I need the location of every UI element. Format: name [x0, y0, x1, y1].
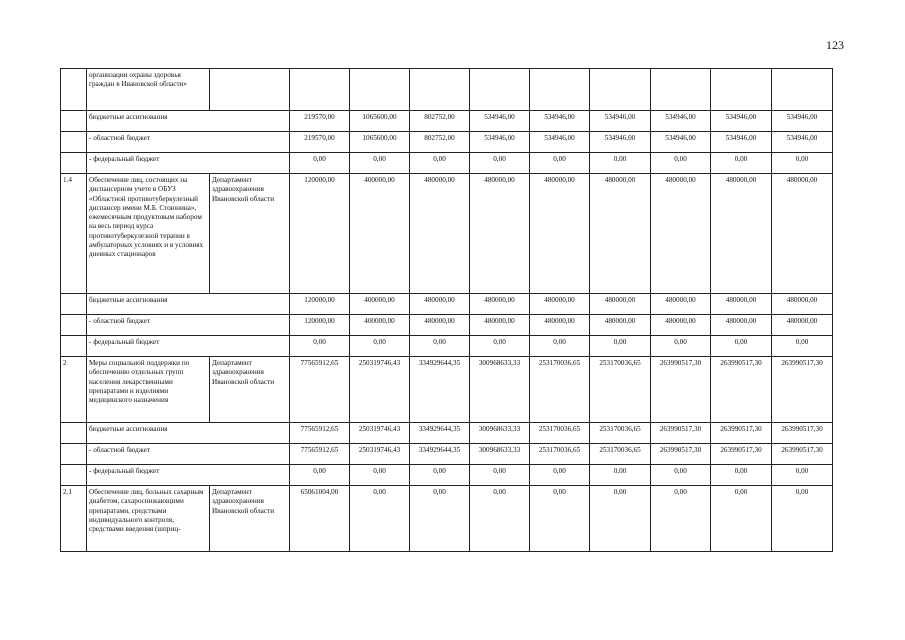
amount-cell: 0,00: [772, 336, 833, 357]
funding-source-label: - федеральный бюджет: [87, 465, 290, 486]
amount-cell: 263990517,30: [772, 423, 833, 444]
amount-cell: 300968633,33: [470, 423, 530, 444]
amount-cell: 534946,00: [651, 132, 711, 153]
row-number-cell: [61, 69, 87, 111]
row-number-cell: [61, 294, 87, 315]
amount-cell: 250319746,43: [350, 444, 410, 465]
row-number-cell: 2: [61, 357, 87, 423]
amount-cell: 480000,00: [470, 294, 530, 315]
amount-cell: 480000,00: [590, 294, 651, 315]
amount-cell: 1065600,00: [350, 132, 410, 153]
amount-cell: 0,00: [590, 465, 651, 486]
amount-cell: 0,00: [290, 153, 350, 174]
amount-cell: 480000,00: [772, 174, 833, 294]
amount-cell: 334929644,35: [410, 357, 470, 423]
table-row: [61, 357, 833, 423]
amount-cell: 253170036,65: [530, 357, 590, 423]
row-number-cell: [61, 111, 87, 132]
amount-cell: 250319746,43: [350, 423, 410, 444]
amount-cell: 0,00: [290, 336, 350, 357]
amount-cell: 250319746,43: [350, 357, 410, 423]
amount-cell: 0,00: [350, 465, 410, 486]
amount-cell: 334929644,35: [410, 423, 470, 444]
amount-cell: [590, 69, 651, 111]
row-number-cell: 2.1: [61, 486, 87, 552]
row-number-cell: 1.4: [61, 174, 87, 294]
measure-title-cell: Меры социальной поддержки по обеспечению отдельных групп населения лекарственными препаратами и изделиями медицинского назначения: [87, 357, 210, 423]
amount-cell: 0,00: [651, 486, 711, 552]
funding-source-label: бюджетные ассигнования: [87, 111, 290, 132]
measure-title-cell: Обеспечение лиц, больных сахарным диабетом, сахароснижающими препаратами, средствами индивидуального контроля, средствами введения (шприц-: [87, 486, 210, 552]
funding-source-label: - федеральный бюджет: [87, 153, 290, 174]
table-row: [61, 132, 833, 153]
amount-cell: 263990517,30: [711, 423, 772, 444]
amount-cell: 300968633,33: [470, 357, 530, 423]
funding-source-label: - федеральный бюджет: [87, 336, 290, 357]
funding-source-label: - областной бюджет: [87, 132, 290, 153]
amount-cell: [350, 69, 410, 111]
amount-cell: 0,00: [410, 153, 470, 174]
amount-cell: 0,00: [711, 153, 772, 174]
table-row: [61, 294, 833, 315]
amount-cell: 400000,00: [350, 174, 410, 294]
amount-cell: 0,00: [530, 465, 590, 486]
amount-cell: 480000,00: [590, 315, 651, 336]
responsible-department-cell: Департамент здравоохранения Ивановской области: [210, 357, 290, 423]
amount-cell: [410, 69, 470, 111]
amount-cell: 480000,00: [410, 174, 470, 294]
amount-cell: 480000,00: [711, 174, 772, 294]
amount-cell: 0,00: [350, 153, 410, 174]
responsible-department-cell: Департамент здравоохранения Ивановской области: [210, 486, 290, 552]
amount-cell: 534946,00: [530, 111, 590, 132]
table-row: [61, 336, 833, 357]
amount-cell: 0,00: [772, 465, 833, 486]
page-number: 123: [826, 38, 844, 52]
amount-cell: 263990517,30: [651, 357, 711, 423]
amount-cell: 0,00: [772, 486, 833, 552]
amount-cell: 0,00: [410, 465, 470, 486]
funding-source-label: - областной бюджет: [87, 315, 290, 336]
amount-cell: 480000,00: [470, 315, 530, 336]
funding-source-label: бюджетные ассигнования: [87, 294, 290, 315]
amount-cell: [772, 69, 833, 111]
row-number-cell: [61, 315, 87, 336]
row-number-cell: [61, 465, 87, 486]
amount-cell: 534946,00: [711, 111, 772, 132]
amount-cell: 1065600,00: [350, 111, 410, 132]
amount-cell: 0,00: [651, 336, 711, 357]
amount-cell: 0,00: [711, 336, 772, 357]
amount-cell: 253170036,65: [590, 357, 651, 423]
amount-cell: 480000,00: [530, 315, 590, 336]
amount-cell: 0,00: [410, 486, 470, 552]
measure-title-cell: организации охраны здоровья граждан в Ивановской области»: [87, 69, 210, 111]
amount-cell: 77565912,65: [290, 444, 350, 465]
amount-cell: 480000,00: [530, 294, 590, 315]
amount-cell: 0,00: [530, 486, 590, 552]
responsible-department-cell: Департамент здравоохранения Ивановской области: [210, 174, 290, 294]
amount-cell: 480000,00: [590, 174, 651, 294]
amount-cell: 480000,00: [530, 174, 590, 294]
amount-cell: 0,00: [651, 465, 711, 486]
amount-cell: 253170036,65: [530, 444, 590, 465]
amount-cell: 480000,00: [651, 174, 711, 294]
amount-cell: 120000,00: [290, 294, 350, 315]
amount-cell: 0,00: [350, 336, 410, 357]
amount-cell: 400000,00: [350, 315, 410, 336]
row-number-cell: [61, 336, 87, 357]
amount-cell: 0,00: [530, 153, 590, 174]
amount-cell: 534946,00: [470, 132, 530, 153]
amount-cell: 263990517,30: [711, 444, 772, 465]
table-row: [61, 153, 833, 174]
amount-cell: 480000,00: [651, 315, 711, 336]
amount-cell: 0,00: [410, 336, 470, 357]
amount-cell: 253170036,65: [530, 423, 590, 444]
amount-cell: 120000,00: [290, 174, 350, 294]
amount-cell: [530, 69, 590, 111]
amount-cell: 534946,00: [470, 111, 530, 132]
amount-cell: 0,00: [470, 336, 530, 357]
amount-cell: 263990517,30: [711, 357, 772, 423]
amount-cell: 480000,00: [651, 294, 711, 315]
amount-cell: 253170036,65: [590, 423, 651, 444]
row-number-cell: [61, 132, 87, 153]
amount-cell: 534946,00: [590, 132, 651, 153]
amount-cell: 0,00: [290, 465, 350, 486]
amount-cell: 480000,00: [772, 315, 833, 336]
amount-cell: 253170036,65: [590, 444, 651, 465]
amount-cell: 0,00: [651, 153, 711, 174]
amount-cell: 0,00: [590, 336, 651, 357]
amount-cell: 334929644,35: [410, 444, 470, 465]
budget-table: [60, 68, 833, 552]
responsible-department-cell: [210, 69, 290, 111]
amount-cell: 534946,00: [651, 111, 711, 132]
amount-cell: 480000,00: [470, 174, 530, 294]
amount-cell: 0,00: [772, 153, 833, 174]
amount-cell: 480000,00: [772, 294, 833, 315]
funding-source-label: - областной бюджет: [87, 444, 290, 465]
amount-cell: 300968633,33: [470, 444, 530, 465]
amount-cell: 480000,00: [711, 315, 772, 336]
amount-cell: 534946,00: [530, 132, 590, 153]
amount-cell: 263990517,30: [772, 357, 833, 423]
table-row: [61, 69, 833, 111]
amount-cell: 65061004,00: [290, 486, 350, 552]
table-row: [61, 423, 833, 444]
row-number-cell: [61, 153, 87, 174]
amount-cell: [470, 69, 530, 111]
amount-cell: 0,00: [470, 486, 530, 552]
table-row: [61, 315, 833, 336]
amount-cell: 0,00: [470, 153, 530, 174]
table-row: [61, 444, 833, 465]
amount-cell: 263990517,30: [772, 444, 833, 465]
amount-cell: 263990517,30: [651, 444, 711, 465]
table-row: [61, 486, 833, 552]
amount-cell: 0,00: [350, 486, 410, 552]
amount-cell: 534946,00: [711, 132, 772, 153]
amount-cell: 0,00: [590, 153, 651, 174]
amount-cell: 480000,00: [711, 294, 772, 315]
amount-cell: 0,00: [530, 336, 590, 357]
table-row: [61, 465, 833, 486]
amount-cell: 219570,00: [290, 111, 350, 132]
amount-cell: 480000,00: [410, 294, 470, 315]
amount-cell: 0,00: [470, 465, 530, 486]
row-number-cell: [61, 444, 87, 465]
row-number-cell: [61, 423, 87, 444]
table-row: [61, 111, 833, 132]
amount-cell: 480000,00: [410, 315, 470, 336]
amount-cell: [290, 69, 350, 111]
amount-cell: [651, 69, 711, 111]
measure-title-cell: Обеспечение лиц, состоящих на диспансерном учете в ОБУЗ «Областной противотуберкулезный диспансер имени М.Б. Стоюнина», ежемесячным продуктовым набором на весь период курса противотуберкулезной терапии в амбулаторных условиях и в условиях дневных стационаров: [87, 174, 210, 294]
amount-cell: 77565912,65: [290, 423, 350, 444]
amount-cell: [711, 69, 772, 111]
amount-cell: 534946,00: [772, 132, 833, 153]
amount-cell: 534946,00: [772, 111, 833, 132]
amount-cell: 802752,00: [410, 111, 470, 132]
amount-cell: 0,00: [590, 486, 651, 552]
amount-cell: 0,00: [711, 486, 772, 552]
amount-cell: 400000,00: [350, 294, 410, 315]
amount-cell: 120000,00: [290, 315, 350, 336]
table-row: [61, 174, 833, 294]
funding-source-label: бюджетные ассигнования: [87, 423, 290, 444]
amount-cell: 0,00: [711, 465, 772, 486]
amount-cell: 534946,00: [590, 111, 651, 132]
amount-cell: 219570,00: [290, 132, 350, 153]
amount-cell: 802752,00: [410, 132, 470, 153]
amount-cell: 77565912,65: [290, 357, 350, 423]
amount-cell: 263990517,30: [651, 423, 711, 444]
